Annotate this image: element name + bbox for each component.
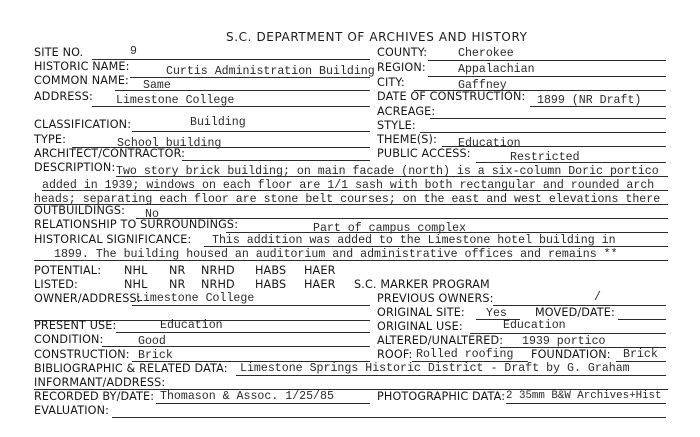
roof-label: ROOF: <box>377 348 413 361</box>
potential-nr: NR <box>169 264 186 277</box>
form-title: S.C. DEPARTMENT OF ARCHIVES AND HISTORY <box>226 30 528 44</box>
previous-owners-label: PREVIOUS OWNERS: <box>377 292 494 305</box>
common-name-label: COMMON NAME: <box>34 74 129 87</box>
region-line <box>428 76 666 77</box>
region-label: REGION: <box>377 61 426 74</box>
historic-name-label: HISTORIC NAME: <box>34 60 130 73</box>
condition-label: CONDITION: <box>34 333 104 346</box>
public-access-value: Restricted <box>510 151 580 164</box>
owner-address-label: OWNER/ADDRESS: <box>34 292 141 305</box>
foundation-value: Brick <box>623 348 658 361</box>
address-value: Limestone College <box>116 94 235 107</box>
description-label: DESCRIPTION: <box>34 161 116 174</box>
site-no-line <box>92 59 370 60</box>
classification-value: Building <box>190 116 246 129</box>
architect-label: ARCHITECT/CONTRACTOR: <box>34 147 186 160</box>
common-name-value: Same <box>143 79 171 92</box>
significance-rule-1 <box>204 246 668 247</box>
potential-habs: HABS <box>255 264 287 277</box>
listed-label: LISTED: <box>34 278 78 291</box>
site-no-label: SITE NO. <box>34 46 84 59</box>
present-use-label: PRESENT USE: <box>34 319 117 332</box>
condition-line <box>102 346 370 347</box>
construction-value: Brick <box>138 349 173 362</box>
moved-date-value: / <box>594 291 601 304</box>
acreage-label: ACREAGE: <box>377 105 436 118</box>
evaluation-line <box>112 417 666 418</box>
county-label: COUNTY: <box>377 46 428 59</box>
classification-label: CLASSIFICATION: <box>34 118 132 131</box>
significance-line-1: This addition was added to the Limestone hotel building in <box>212 234 616 247</box>
date-construction-label: DATE OF CONSTRUCTION: <box>377 90 526 103</box>
significance-line-2: 1899. The building housed an auditorium and administrative offices and remains ** <box>54 248 618 261</box>
potential-nrhd: NRHD <box>201 264 235 277</box>
city-value: Gaffney <box>458 79 507 92</box>
relationship-label: RELATIONSHIP TO SURROUNDINGS: <box>34 218 239 231</box>
condition-value: Good <box>138 335 166 348</box>
acreage-line <box>430 118 666 119</box>
style-label: STYLE: <box>377 119 416 132</box>
recorded-by-line <box>156 403 370 404</box>
address-label: ADDRESS: <box>34 90 93 103</box>
original-site-value: Yes <box>486 307 507 320</box>
historic-name-value: Curtis Administration Building <box>166 65 375 78</box>
relationship-line <box>226 232 668 233</box>
bibliographic-line <box>236 375 666 376</box>
recorded-by-label: RECORDED BY/DATE: <box>34 390 155 403</box>
foundation-label: FOUNDATION: <box>531 348 611 361</box>
informant-label: INFORMANT/ADDRESS: <box>34 376 166 389</box>
roof-value: Rolled roofing <box>416 348 514 361</box>
potential-haer: HAER <box>304 264 336 277</box>
description-line-1: Two story brick building; on main facade (north) is a six-column Doric portico <box>116 165 659 178</box>
type-label: TYPE: <box>34 133 67 146</box>
outbuildings-value: No <box>145 208 159 221</box>
region-value: Appalachian <box>458 63 535 76</box>
common-name-line <box>115 90 370 91</box>
moved-date-label: MOVED/DATE: <box>535 306 615 319</box>
photographic-value: 2 35mm B&W Archives+Hist <box>506 390 662 402</box>
description-line-2: added in 1939; windows on each floor are 1/1 sash with both rectangular and rounded arch <box>42 179 655 192</box>
relationship-value: Part of campus complex <box>313 222 467 235</box>
county-line <box>428 60 666 61</box>
listed-habs: HABS <box>255 278 287 291</box>
listed-nr: NR <box>169 278 186 291</box>
photographic-line <box>506 403 666 404</box>
city-label: CITY: <box>377 76 405 89</box>
bibliographic-value: Limestone Springs Historic District - Draft by G. Graham <box>240 362 630 375</box>
theme-label: THEME(S): <box>377 133 437 146</box>
altered-value: 1939 portico <box>522 335 606 348</box>
recorded-by-value: Thomason & Assoc. 1/25/85 <box>160 390 334 403</box>
historical-significance-label: HISTORICAL SIGNIFICANCE: <box>34 233 192 246</box>
altered-label: ALTERED/UNALTERED: <box>377 334 504 347</box>
listed-nhl: NHL <box>124 278 148 291</box>
description-rule-3 <box>34 204 668 205</box>
original-use-value: Education <box>503 319 566 332</box>
site-no-value: 9 <box>130 45 137 58</box>
address-line <box>92 106 370 107</box>
original-use-label: ORIGINAL USE: <box>377 320 463 333</box>
construction-label: CONSTRUCTION: <box>34 348 130 361</box>
original-site-label: ORIGINAL SITE: <box>377 306 465 319</box>
theme-line <box>442 146 666 147</box>
historic-name-line <box>130 77 370 78</box>
style-line <box>420 132 666 133</box>
outbuildings-label: OUTBUILDINGS: <box>34 204 125 217</box>
date-construction-value: 1899 (NR Draft) <box>537 94 642 107</box>
description-line-3: heads; separating each floor are stone belt courses; on the east and west elevations there <box>34 193 661 206</box>
description-rule-2 <box>42 190 668 191</box>
present-use-line <box>116 332 370 333</box>
photographic-label: PHOTOGRAPHIC DATA: <box>377 390 506 403</box>
marker-program-label: S.C. MARKER PROGRAM <box>354 278 490 291</box>
listed-haer: HAER <box>304 278 336 291</box>
significance-rule-2 <box>34 260 668 261</box>
moved-date-line <box>618 319 666 320</box>
theme-value: Education <box>458 137 521 150</box>
description-rule-1 <box>116 176 668 177</box>
evaluation-label: EVALUATION: <box>34 404 110 417</box>
county-value: Cherokee <box>458 47 514 60</box>
public-access-line <box>476 162 666 163</box>
type-value: School building <box>117 137 222 150</box>
potential-label: POTENTIAL: <box>34 264 102 277</box>
potential-nhl: NHL <box>124 264 148 277</box>
owner-address-line <box>132 305 370 306</box>
owner-address-value: Limestone College <box>136 292 255 305</box>
public-access-label: PUBLIC ACCESS: <box>377 147 471 160</box>
date-construction-line <box>530 106 666 107</box>
bibliographic-label: BIBLIOGRAPHIC & RELATED DATA: <box>34 362 228 375</box>
architect-line <box>182 160 370 161</box>
present-use-value: Education <box>160 319 223 332</box>
classification-line <box>132 131 370 132</box>
listed-nrhd: NRHD <box>201 278 235 291</box>
